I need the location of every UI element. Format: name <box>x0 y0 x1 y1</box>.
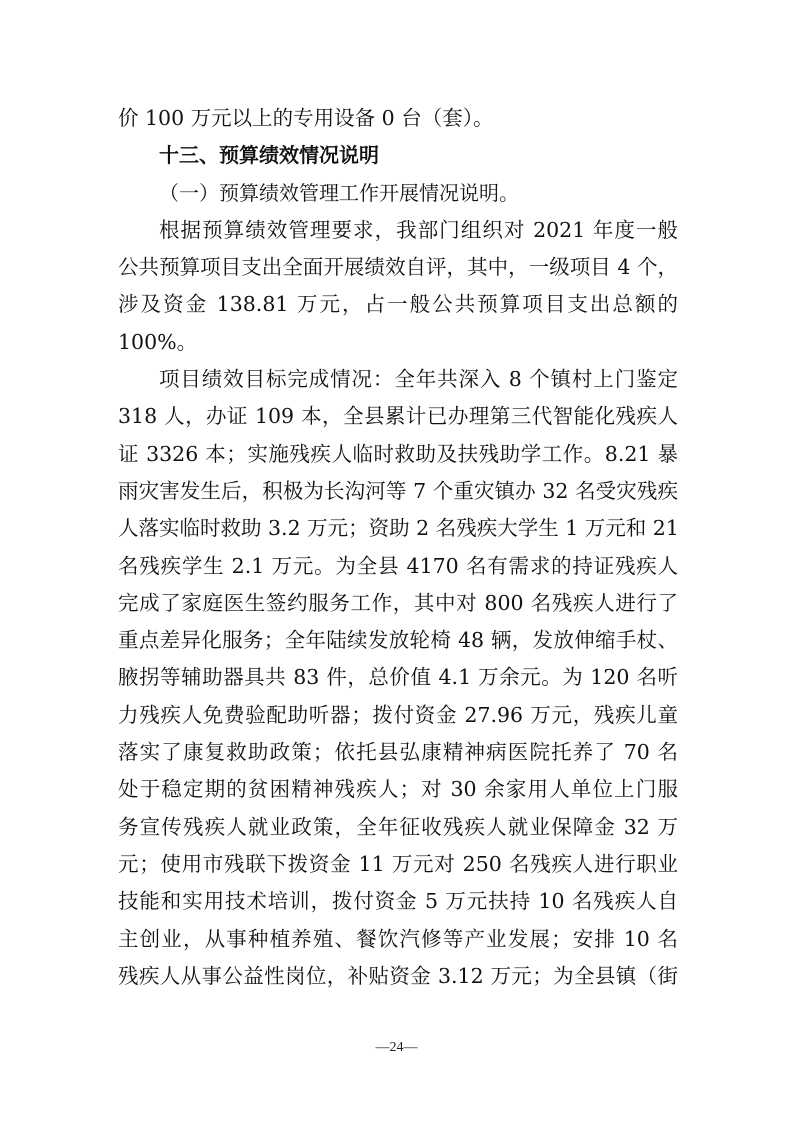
text-line: 落实了康复救助政策；依托县弘康精神病医院托养了 70 名 <box>118 740 678 765</box>
text-line: 完成了家庭医生签约服务工作，其中对 800 名残疾人进行了 <box>118 590 678 615</box>
text-line: 证 3326 本；实施残疾人临时救助及扶残助学工作。8.21 暴 <box>118 441 678 466</box>
subsection-heading: （一）预算绩效管理工作开展情况说明。 <box>159 180 519 205</box>
text-line: 名残疾学生 2.1 万元。为全县 4170 名有需求的持证残疾人 <box>118 553 678 578</box>
text-line: 100%。 <box>118 329 198 354</box>
body-text <box>118 100 678 995</box>
text-line: 318 人，办证 109 本，全县累计已办理第三代智能化残疾人 <box>118 404 678 429</box>
text-line: 务宣传残疾人就业政策，全年征收残疾人就业保障金 32 万 <box>118 814 678 839</box>
text-line: 根据预算绩效管理要求，我部门组织对 2021 年度一般 <box>159 217 678 242</box>
page-number: —24— <box>375 1040 418 1055</box>
text-line: 元；使用市残联下拨资金 11 万元对 250 名残疾人进行职业 <box>118 851 678 876</box>
text-line: 处于稳定期的贫困精神残疾人；对 30 余家用人单位上门服 <box>118 777 678 802</box>
text-line: 雨灾害发生后，积极为长沟河等 7 个重灾镇办 32 名受灾残疾 <box>118 478 678 503</box>
text-line: 残疾人从事公益性岗位，补贴资金 3.12 万元；为全县镇（街 <box>118 963 678 988</box>
text-line: 价 100 万元以上的专用设备 0 台（套）。 <box>118 106 494 130</box>
text-line: 涉及资金 138.81 万元，占一般公共预算项目支出总额的 <box>118 292 678 317</box>
text-line: 重点差异化服务；全年陆续发放轮椅 48 辆，发放伸缩手杖、 <box>118 628 678 653</box>
text-line: 公共预算项目支出全面开展绩效自评，其中，一级项目 4 个， <box>118 255 678 280</box>
text-line: 腋拐等辅助器具共 83 件，总价值 4.1 万余元。为 120 名听 <box>118 665 678 690</box>
text-line: 力残疾人免费验配助听器；拨付资金 27.96 万元，残疾儿童 <box>118 702 678 727</box>
text-line: 项目绩效目标完成情况：全年共深入 8 个镇村上门鉴定 <box>159 367 678 392</box>
text-line: 技能和实用技术培训，拨付资金 5 万元扶持 10 名残疾人自 <box>118 889 678 914</box>
section-heading: 十三、预算绩效情况说明 <box>159 143 379 168</box>
text-line: 主创业，从事种植养殖、餐饮汽修等产业发展；安排 10 名 <box>118 926 678 951</box>
text-line: 人落实临时救助 3.2 万元；资助 2 名残疾大学生 1 万元和 21 <box>118 516 679 541</box>
